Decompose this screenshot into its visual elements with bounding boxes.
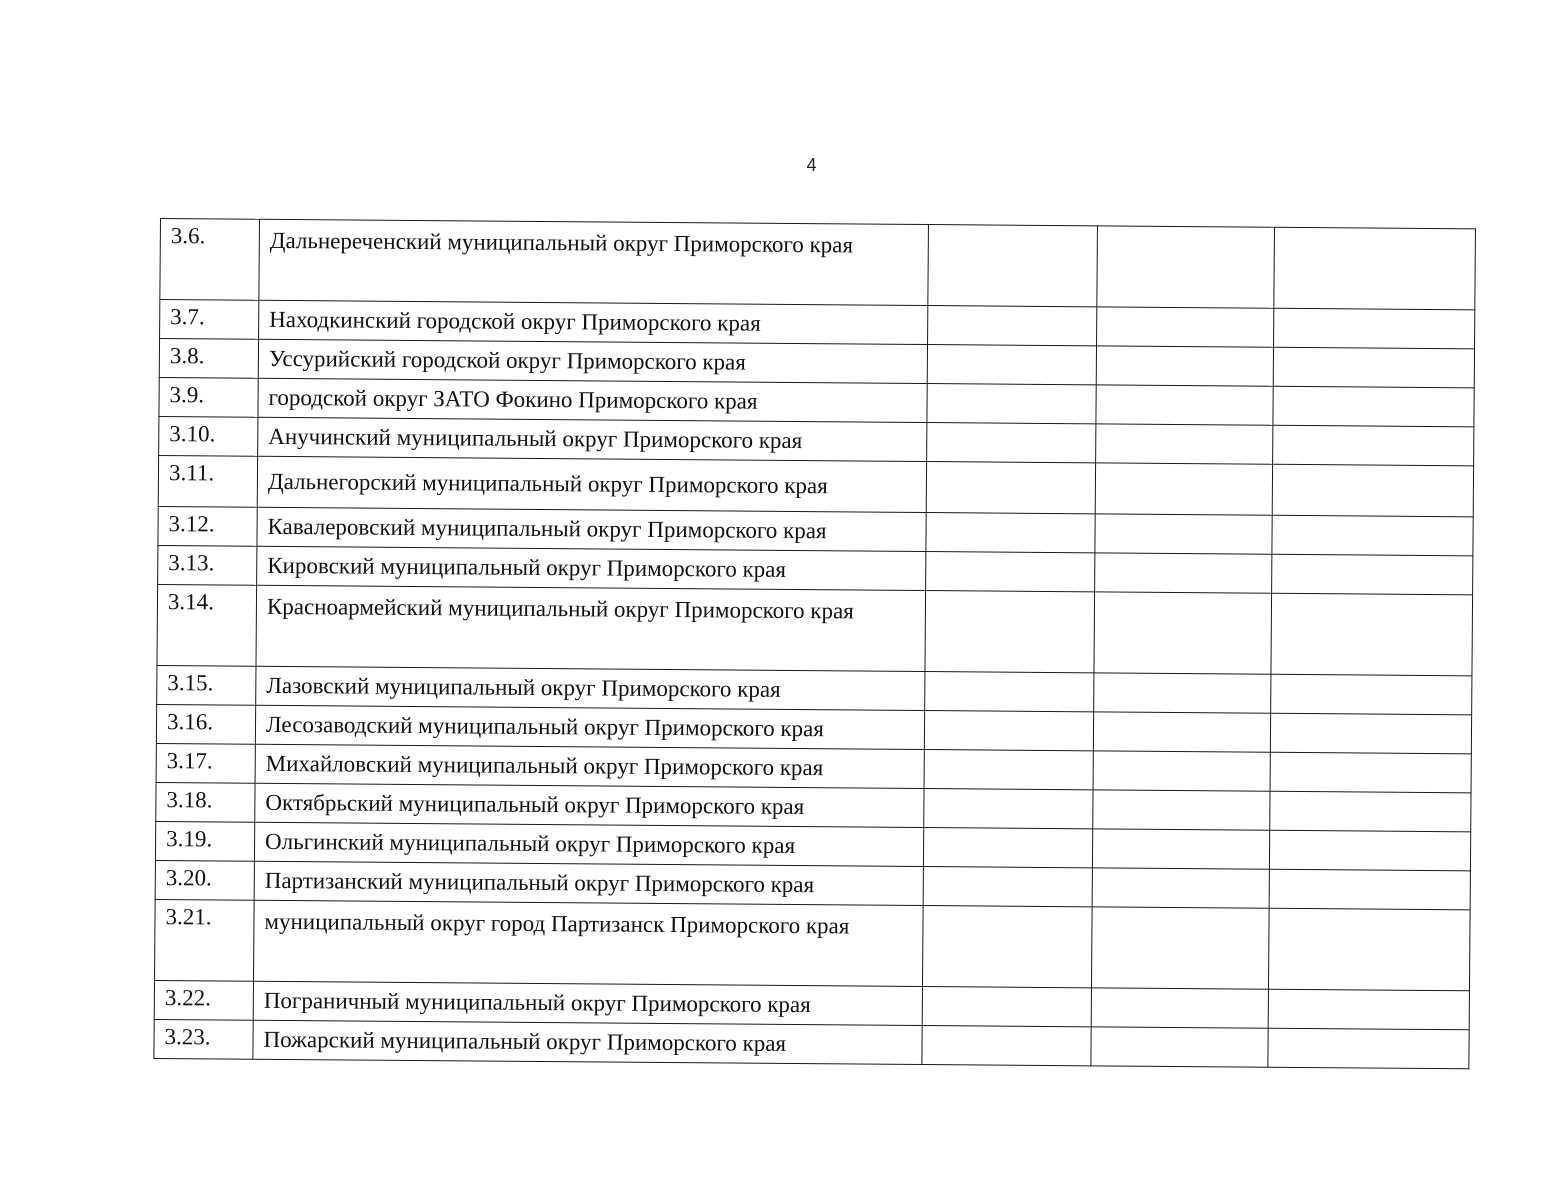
municipality-name: Лесозаводский муниципальный округ Приморского края — [255, 705, 924, 749]
row-number: 3.6. — [160, 219, 260, 301]
municipality-name: Дальнереченский муниципальный округ Приморского края — [259, 219, 929, 305]
row-number: 3.14. — [157, 584, 257, 666]
empty-cell — [1097, 226, 1275, 308]
empty-cell — [928, 306, 1097, 346]
municipality-name: Михайловский муниципальный округ Приморского края — [255, 744, 924, 788]
municipality-name: Октябрьский муниципальный округ Приморского края — [255, 783, 924, 827]
row-number: 3.22. — [154, 980, 253, 1020]
empty-cell — [927, 384, 1096, 424]
empty-cell — [923, 828, 1092, 868]
row-number: 3.12. — [158, 506, 257, 546]
empty-cell — [1272, 464, 1473, 517]
empty-cell — [1095, 553, 1272, 593]
municipality-name: Кавалеровский муниципальный округ Приморского края — [257, 507, 926, 551]
empty-cell — [1091, 907, 1269, 989]
empty-cell — [1272, 515, 1473, 556]
municipality-name: Уссурийский городской округ Приморского края — [258, 339, 927, 383]
row-number: 3.9. — [159, 377, 258, 417]
municipality-name: Дальнегорский муниципальный округ Приморского края — [257, 456, 926, 512]
page-number: 4 — [806, 155, 817, 175]
empty-cell — [1268, 989, 1469, 1030]
row-number: 3.19. — [155, 821, 254, 861]
empty-cell — [1269, 869, 1470, 910]
empty-cell — [923, 867, 1092, 907]
empty-cell — [1270, 752, 1471, 793]
row-number: 3.18. — [156, 782, 255, 822]
empty-cell — [1095, 463, 1272, 515]
empty-cell — [1094, 592, 1272, 674]
empty-cell — [1096, 424, 1273, 464]
empty-cell — [926, 513, 1095, 553]
empty-cell — [1091, 1027, 1268, 1067]
empty-cell — [925, 591, 1095, 673]
municipality-name: Пограничный муниципальный округ Приморского края — [253, 981, 922, 1025]
empty-cell — [924, 789, 1093, 829]
registry-table-wrapper — [153, 218, 1468, 1069]
empty-cell — [1096, 346, 1273, 386]
row-number: 3.20. — [155, 860, 254, 900]
empty-cell — [1092, 868, 1269, 908]
empty-cell — [1092, 829, 1269, 869]
empty-cell — [1271, 593, 1473, 676]
empty-cell — [1273, 347, 1474, 388]
empty-cell — [1273, 386, 1474, 427]
empty-cell — [922, 906, 1092, 988]
municipality-name: муниципальный округ город Партизанск Приморского края — [254, 900, 924, 986]
empty-cell — [924, 711, 1093, 751]
empty-cell — [1274, 308, 1475, 349]
row-number: 3.21. — [155, 899, 255, 981]
municipality-name: Лазовский муниципальный округ Приморского края — [256, 666, 925, 710]
empty-cell — [1269, 830, 1470, 871]
row-number: 3.16. — [156, 704, 255, 744]
municipality-name: городской округ ЗАТО Фокино Приморского края — [258, 378, 927, 422]
empty-cell — [1273, 425, 1474, 466]
municipality-name: Красноармейский муниципальный округ Приморского края — [256, 585, 926, 671]
municipality-name: Кировский муниципальный округ Приморского края — [257, 546, 926, 590]
row-number: 3.23. — [154, 1019, 253, 1059]
row-number: 3.7. — [160, 300, 259, 340]
table-row — [160, 219, 1476, 310]
empty-cell — [1094, 673, 1271, 713]
empty-cell — [1091, 988, 1268, 1028]
row-number: 3.15. — [157, 665, 256, 705]
municipality-name: Пожарский муниципальный округ Приморского края — [253, 1020, 922, 1064]
table-row — [157, 584, 1473, 675]
empty-cell — [927, 423, 1096, 463]
empty-cell — [1097, 307, 1274, 347]
municipality-name: Анучинский муниципальный округ Приморского края — [258, 417, 927, 461]
municipality-name: Ольгинский муниципальный округ Приморского края — [254, 822, 923, 866]
empty-cell — [925, 672, 1094, 712]
municipality-name: Партизанский муниципальный округ Приморского края — [254, 861, 923, 905]
empty-cell — [926, 552, 1095, 592]
municipality-name: Находкинский городской округ Приморского края — [259, 300, 928, 344]
row-number: 3.8. — [159, 339, 258, 379]
row-number: 3.11. — [158, 455, 257, 507]
empty-cell — [1268, 908, 1470, 991]
empty-cell — [1270, 713, 1471, 754]
empty-cell — [1274, 227, 1476, 310]
table-row — [155, 899, 1471, 990]
row-number: 3.10. — [159, 416, 258, 456]
empty-cell — [1096, 385, 1273, 425]
empty-cell — [1268, 1028, 1469, 1069]
empty-cell — [922, 1026, 1091, 1066]
empty-cell — [924, 750, 1093, 790]
empty-cell — [1093, 751, 1270, 791]
empty-cell — [1271, 674, 1472, 715]
empty-cell — [928, 225, 1098, 307]
empty-cell — [1095, 514, 1272, 554]
empty-cell — [1270, 791, 1471, 832]
empty-cell — [1093, 790, 1270, 830]
row-number: 3.17. — [156, 743, 255, 783]
empty-cell — [927, 345, 1096, 385]
empty-cell — [1272, 554, 1473, 595]
row-number: 3.13. — [158, 545, 257, 585]
municipality-table — [153, 218, 1476, 1069]
empty-cell — [922, 987, 1091, 1027]
empty-cell — [1093, 712, 1270, 752]
empty-cell — [926, 462, 1095, 514]
